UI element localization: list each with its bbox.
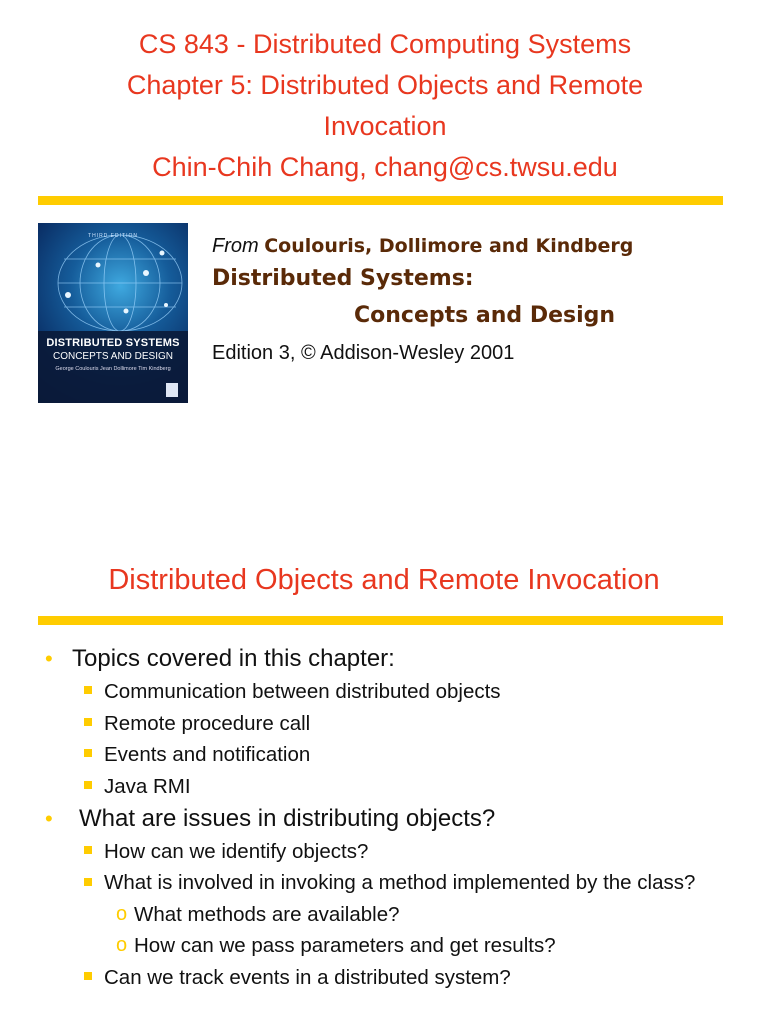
square-bullet-icon xyxy=(84,718,92,726)
book-authors: Coulouris, Dollimore and Kindberg xyxy=(264,235,634,257)
chapter-title-line-2: Invocation xyxy=(323,111,447,141)
list-item: Events and notification xyxy=(0,739,768,771)
course-title: CS 843 - Distributed Computing Systems xyxy=(138,29,632,59)
circle-bullet-icon: o xyxy=(116,934,128,956)
from-label: From xyxy=(212,235,259,257)
square-bullet-icon xyxy=(84,749,92,757)
bullet-issues: • What are issues in distributing objects? xyxy=(0,802,768,836)
author-contact: Chin-Chih Chang, chang@cs.twsu.edu xyxy=(152,152,618,182)
cover-edition-label: THIRD EDITION xyxy=(88,233,138,239)
list-item: Java RMI xyxy=(0,771,768,803)
bullet-topics: • Topics covered in this chapter: xyxy=(0,642,768,676)
book-edition: Edition 3, © Addison-Wesley 2001 xyxy=(212,342,515,364)
list-item: What is involved in invoking a method implemented by the class? xyxy=(0,868,724,899)
slide-1-title xyxy=(40,24,730,188)
circle-bullet-icon: o xyxy=(116,902,128,925)
book-title-line-1: Distributed Systems: xyxy=(212,266,474,291)
slide-2-title-rule xyxy=(38,616,723,625)
from-line xyxy=(212,232,752,260)
book-cover-image xyxy=(38,223,188,403)
title-rule xyxy=(38,196,723,205)
book-info xyxy=(212,232,752,370)
square-bullet-icon xyxy=(84,878,92,886)
square-bullet-icon xyxy=(84,686,92,694)
square-bullet-icon xyxy=(84,972,92,980)
cover-authors: George Coulouris Jean Dollimore Tim Kindberg xyxy=(55,366,171,372)
cover-subtitle: CONCEPTS AND DESIGN xyxy=(52,351,174,362)
square-bullet-icon xyxy=(84,846,92,854)
list-item: How can we identify objects? xyxy=(0,836,768,868)
bullet-dot-icon: • xyxy=(45,806,53,831)
chapter-title-line-1: Chapter 5: Distributed Objects and Remote xyxy=(126,70,644,100)
publisher-logo-icon xyxy=(166,383,178,397)
square-bullet-icon xyxy=(84,781,92,789)
list-item: Communication between distributed objects xyxy=(0,676,768,708)
slide-2 xyxy=(0,512,768,1024)
list-item: Can we track events in a distributed system? xyxy=(0,962,768,994)
sub-list-item: o How can we pass parameters and get results? xyxy=(0,930,768,962)
sub-list-item: o What methods are available? xyxy=(0,899,768,931)
book-title-line-2: Concepts and Design xyxy=(354,303,616,328)
bullet-dot-icon: • xyxy=(45,646,53,671)
cover-title: DISTRIBUTED SYSTEMS xyxy=(46,337,180,349)
list-item: Remote procedure call xyxy=(0,708,768,740)
bullet-list xyxy=(0,642,768,993)
slide-2-title: Distributed Objects and Remote Invocation xyxy=(108,564,660,596)
